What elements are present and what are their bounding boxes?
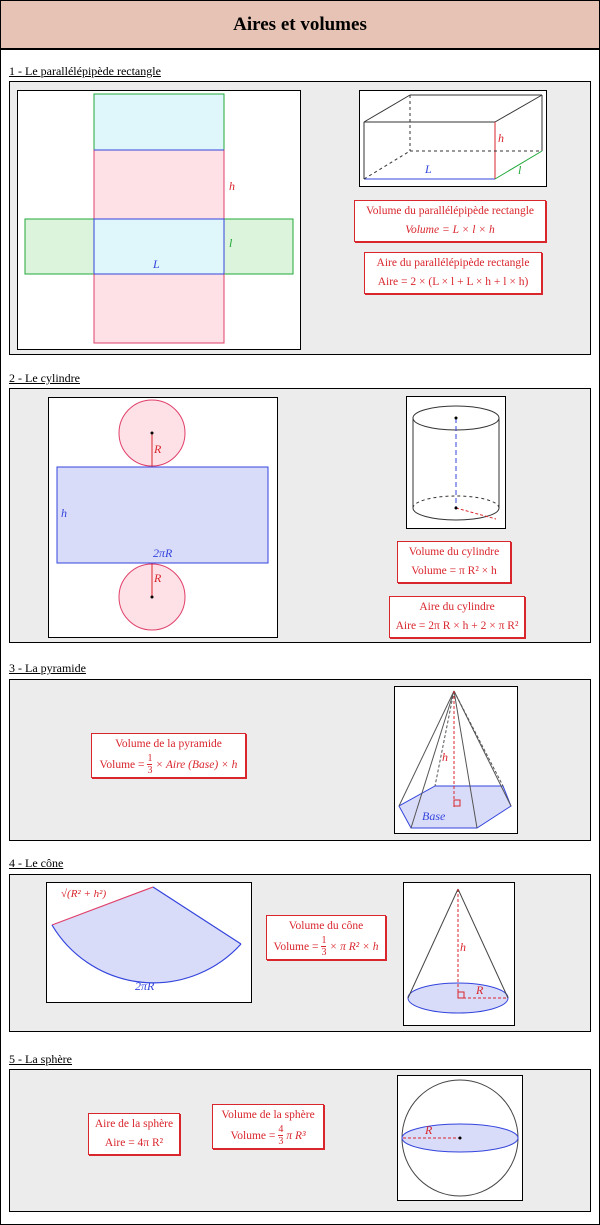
formula-title: Aire de la sphère [94,1118,174,1130]
section-panel-sphere [9,1069,591,1212]
formula-expression [217,1124,319,1147]
fraction-denominator: 3 [321,947,327,958]
cone-3d-drawing [404,883,514,1025]
section-panel-cylinder [9,388,591,643]
formula-expression: Aire = 2π R × h + 2 × π R² [395,620,519,632]
formula-title: Volume de la sphère [221,1109,315,1121]
parallelepiped-net-figure [17,90,301,350]
box-label-h: h [498,131,504,145]
formula-prefix: Volume = [230,1129,276,1142]
formula-expression [271,935,381,958]
section-title-cylinder: 2 - Le cylindre [9,371,80,385]
formula-volume-pyramid [91,733,246,778]
section-title-pyramid: 3 - La pyramide [9,661,86,675]
net-label-R-bottom: R [154,571,162,585]
formula-expression: Aire = 4π R² [104,1137,164,1149]
formula-expression: Aire = 2 × (L × l + L × h + l × h) [377,276,529,288]
formula-title: Volume du cône [288,920,364,932]
cylinder-net-drawing [49,398,277,637]
formula-prefix: Volume = [99,758,145,771]
formula-volume-cone [266,915,386,960]
cone-label-h: h [460,940,466,954]
section-title-sphere: 5 - La sphère [9,1052,72,1066]
formula-expression: Volume = L × l × h [405,224,495,236]
formula-prefix: Volume = [273,940,319,953]
cylinder-3d-drawing [407,397,505,528]
pyramid-3d-figure [394,686,518,834]
box-label-L: L [425,162,432,176]
formula-suffix: × Aire (Base) × h [155,758,238,771]
page-title-text: Aires et volumes [233,13,367,35]
formula-title: Aire du parallélépipède rectangle [376,257,530,269]
cylinder-net-figure [48,397,278,638]
formula-area-sphere [88,1113,180,1155]
formula-title: Aire du cylindre [419,601,495,613]
net-label-l: l [229,236,233,250]
section-panel-cone [9,874,591,1032]
cone-label-R: R [476,983,484,997]
sphere-label-R: R [425,1123,433,1137]
section-title-parallelepiped: 1 - Le parallélépipède rectangle [9,64,161,78]
net-label-h: h [229,179,235,193]
net-label-h: h [61,506,67,520]
page-title [1,1,599,50]
formula-volume-sphere [212,1104,324,1149]
formula-fraction [147,753,152,776]
cone-net-label-generatrix: √(R² + h²) [61,888,107,900]
fraction-denominator: 3 [278,1136,284,1147]
cone-net-label-arc: 2πR [135,979,155,993]
section-title-cone: 4 - Le cône [9,856,64,870]
parallelepiped-net-drawing [18,91,300,349]
net-label-R-top: R [154,442,162,456]
section-panel-pyramid [9,679,591,841]
sphere-3d-figure [397,1075,523,1201]
formula-expression: Volume = π R² × h [411,565,497,577]
fraction-numerator: 1 [147,753,153,764]
cylinder-3d-figure [406,396,506,529]
formula-fraction [321,935,326,958]
pyramid-label-h: h [442,750,448,764]
pyramid-3d-drawing [395,687,517,833]
formula-title: Volume du parallélépipède rectangle [365,205,535,217]
formula-area-parallelepiped [364,252,542,294]
fraction-numerator: 4 [278,1124,284,1135]
formula-volume-cylinder [397,541,511,583]
formula-suffix: π R³ [286,1129,306,1142]
fraction-numerator: 1 [321,935,327,946]
cone-3d-figure [403,882,515,1026]
sphere-3d-drawing [398,1076,522,1200]
fraction-denominator: 3 [147,765,153,776]
pyramid-label-base: Base [422,809,446,823]
formula-title: Volume du cylindre [408,546,500,558]
parallelepiped-3d-figure [359,90,547,187]
section-panel-parallelepiped [9,81,591,355]
formula-area-cylinder [389,596,525,638]
formula-fraction [278,1124,283,1147]
box-label-l: l [518,163,522,177]
cone-net-figure [46,882,252,1003]
net-label-perimeter: 2πR [153,546,173,560]
formula-title: Volume de la pyramide [115,738,222,750]
formula-volume-parallelepiped [354,200,546,242]
net-label-L: L [153,257,160,271]
formula-expression [96,753,241,776]
formula-suffix: × π R² × h [329,940,379,953]
